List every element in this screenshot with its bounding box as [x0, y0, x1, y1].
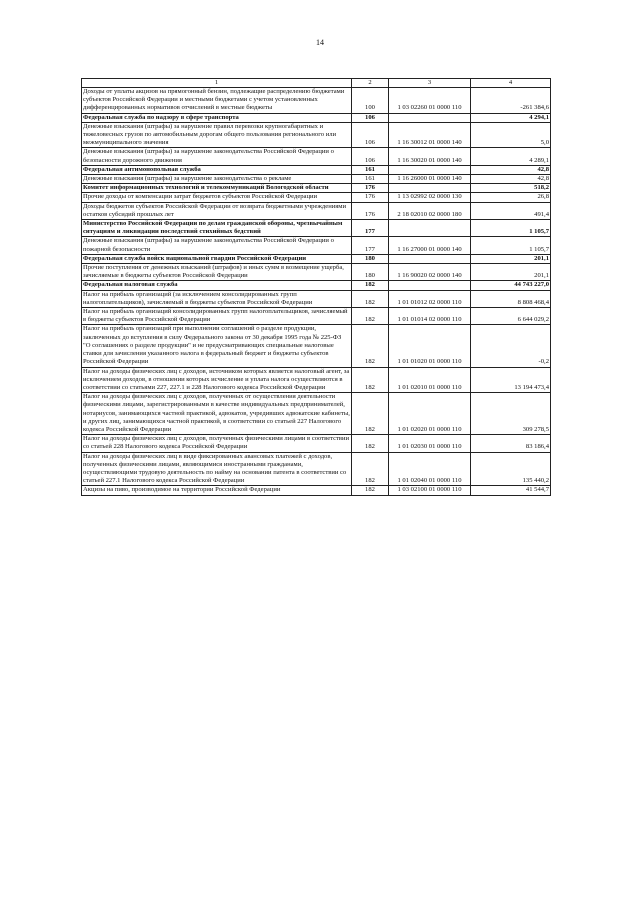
table-row: [82, 175, 551, 184]
row-name-cell: Налог на доходы физических лиц с доходов, источником которых является налоговый агент, за исключением доходов, в отношении которых исчисление и уплата налога осуществляются в соответствии со статьями 227, 227.1 и 228 Налогового кодекса Российской Федерации: [82, 367, 352, 393]
row-admin-code-cell: 182: [352, 290, 389, 307]
row-amount-cell: 8 808 468,4: [471, 290, 551, 307]
header-col-2: 2: [352, 79, 389, 88]
row-name-cell: Денежные взыскания (штрафы) за нарушение законодательства Российской Федерации о безопасности дорожного движения: [82, 148, 352, 165]
row-amount-cell: 201,1: [471, 254, 551, 263]
table-row: [82, 184, 551, 193]
row-classification-code-cell: 1 16 27000 01 0000 140: [389, 237, 471, 254]
row-name-cell: Доходы бюджетов субъектов Российской Федерации от возврата бюджетными учреждениями остатков субсидий прошлых лет: [82, 202, 352, 219]
table-row: [82, 237, 551, 254]
row-name-cell: Денежные взыскания (штрафы) за нарушение правил перевозки крупногабаритных и тяжеловесных грузов по автомобильным дорогам общего пользования регионального или межмуниципального значения: [82, 122, 352, 148]
row-amount-cell: 1 105,7: [471, 237, 551, 254]
row-admin-code-cell: 100: [352, 88, 389, 114]
row-amount-cell: 4 289,1: [471, 148, 551, 165]
row-name-cell: Налог на прибыль организаций при выполнении соглашений о разделе продукции, заключенных до вступления в силу Федерального закона от 30 декабря 1995 года № 225-ФЗ "О соглашениях о разделе продукции" и не предусматривающих специальные налоговые ставки для зачисления указанного налога в федеральный бюджет и бюджеты субъектов Российской Федерации: [82, 325, 352, 367]
row-name-cell: Налог на прибыль организаций (за исключением консолидированных групп налогоплательщиков), зачисляемый в бюджеты субъектов Российской Федерации: [82, 290, 352, 307]
row-amount-cell: 309 278,5: [471, 393, 551, 435]
row-classification-code-cell: 1 16 26000 01 0000 140: [389, 175, 471, 184]
row-classification-code-cell: [389, 113, 471, 122]
table-body: [82, 88, 551, 496]
row-amount-cell: 13 194 473,4: [471, 367, 551, 393]
row-admin-code-cell: 182: [352, 367, 389, 393]
row-name-cell: Федеральная служба по надзору в сфере транспорта: [82, 113, 352, 122]
row-classification-code-cell: [389, 184, 471, 193]
table-row: [82, 435, 551, 452]
row-admin-code-cell: 182: [352, 281, 389, 290]
table-row: [82, 220, 551, 237]
row-name-cell: Налог на доходы физических лиц в виде фиксированных авансовых платежей с доходов, полученных физическими лицами, являющимися иностранными гражданами, осуществляющими трудовую деятельность по найму на основании патента в соответствии со статьей 227.1 Налогового кодекса Российской Федерации: [82, 452, 352, 486]
table-row: [82, 254, 551, 263]
table-row: [82, 165, 551, 174]
row-classification-code-cell: 1 01 01014 02 0000 110: [389, 308, 471, 325]
row-amount-cell: 83 186,4: [471, 435, 551, 452]
table-row: [82, 264, 551, 281]
row-name-cell: Федеральная антимонопольная служба: [82, 165, 352, 174]
row-amount-cell: 42,8: [471, 165, 551, 174]
row-amount-cell: -0,2: [471, 325, 551, 367]
row-classification-code-cell: 1 01 01012 02 0000 110: [389, 290, 471, 307]
row-amount-cell: 1 105,7: [471, 220, 551, 237]
row-amount-cell: 42,8: [471, 175, 551, 184]
row-amount-cell: 41 544,7: [471, 486, 551, 495]
table-row: [82, 367, 551, 393]
table-row: [82, 193, 551, 202]
row-amount-cell: 4 294,1: [471, 113, 551, 122]
table-row: [82, 393, 551, 435]
row-classification-code-cell: 1 16 30012 01 0000 140: [389, 122, 471, 148]
row-admin-code-cell: 180: [352, 264, 389, 281]
row-name-cell: Прочие доходы от компенсации затрат бюджетов субъектов Российской Федерации: [82, 193, 352, 202]
row-admin-code-cell: 182: [352, 486, 389, 495]
row-admin-code-cell: 176: [352, 184, 389, 193]
table-row: [82, 148, 551, 165]
table-row: [82, 290, 551, 307]
row-admin-code-cell: 182: [352, 325, 389, 367]
row-admin-code-cell: 180: [352, 254, 389, 263]
row-admin-code-cell: 106: [352, 148, 389, 165]
row-admin-code-cell: 182: [352, 452, 389, 486]
table-row: [82, 486, 551, 495]
table-row: [82, 308, 551, 325]
header-col-3: 3: [389, 79, 471, 88]
row-admin-code-cell: 161: [352, 165, 389, 174]
row-admin-code-cell: 182: [352, 393, 389, 435]
row-name-cell: Акцизы на пиво, производимое на территории Российской Федерации: [82, 486, 352, 495]
row-classification-code-cell: 1 01 01020 01 0000 110: [389, 325, 471, 367]
row-name-cell: Налог на доходы физических лиц с доходов, полученных от осуществления деятельности физическими лицами, зарегистрированными в качестве индивидуальных предпринимателей, нотариусов, занимающихся частной практикой, адвокатов, учредивших адвокатские кабинеты, и других лиц, занимающихся частной практикой, в соответствии со статьей 227 Налогового кодекса Российской Федерации: [83, 393, 350, 433]
table-row: [82, 88, 551, 114]
row-classification-code-cell: 1 03 02100 01 0000 110: [389, 486, 471, 495]
page-number: 14: [316, 38, 324, 47]
row-name-cell: Налог на прибыль организаций консолидированных групп налогоплательщиков, зачисляемый в бюджеты субъектов Российской Федерации: [82, 308, 352, 325]
revenue-table: [81, 78, 551, 496]
row-classification-code-cell: 1 01 02040 01 0000 110: [389, 452, 471, 486]
table-row: [82, 113, 551, 122]
row-admin-code-cell: 177: [352, 237, 389, 254]
row-amount-cell: 518,2: [471, 184, 551, 193]
row-classification-code-cell: 1 01 02010 01 0000 110: [389, 367, 471, 393]
row-classification-code-cell: 1 01 02030 01 0000 110: [389, 435, 471, 452]
table-row: [82, 325, 551, 367]
row-classification-code-cell: 1 03 02260 01 0000 110: [389, 88, 471, 114]
row-amount-cell: 491,4: [471, 202, 551, 219]
row-name-cell: Комитет информационных технологий и телекоммуникаций Вологодской области: [82, 184, 352, 193]
row-classification-code-cell: [389, 165, 471, 174]
row-name-cell: Денежные взыскания (штрафы) за нарушение законодательства о рекламе: [82, 175, 352, 184]
table-header-row: [82, 79, 551, 88]
row-classification-code-cell: 1 01 02020 01 0000 110: [389, 393, 471, 435]
row-classification-code-cell: 1 13 02992 02 0000 130: [389, 193, 471, 202]
row-classification-code-cell: [389, 220, 471, 237]
row-amount-cell: -261 384,6: [471, 88, 551, 114]
header-col-4: 4: [471, 79, 551, 88]
row-admin-code-cell: 182: [352, 308, 389, 325]
row-amount-cell: 201,1: [471, 264, 551, 281]
row-classification-code-cell: [389, 281, 471, 290]
row-amount-cell: 135 440,2: [471, 452, 551, 486]
row-name-cell: Министерство Российской Федерации по делам гражданской обороны, чрезвычайным ситуациям и ликвидации последствий стихийных бедствий: [82, 220, 352, 237]
row-classification-code-cell: 2 18 02010 02 0000 180: [389, 202, 471, 219]
row-amount-cell: 26,8: [471, 193, 551, 202]
row-admin-code-cell: 106: [352, 113, 389, 122]
row-amount-cell: 5,0: [471, 122, 551, 148]
row-name-cell: Доходы от уплаты акцизов на прямогонный бензин, подлежащие распределению бюджетами субъектов Российской Федерации и местными бюджетами с учетом установленных дифференцированных нормативов отчислений в местные бюджеты: [82, 88, 352, 114]
table-row: [82, 202, 551, 219]
header-col-1: 1: [82, 79, 352, 88]
row-name-cell: Налог на доходы физических лиц с доходов, полученных физическими лицами в соответствии со статьей 228 Налогового кодекса Российской Федерации: [82, 435, 352, 452]
table-row: [82, 122, 551, 148]
row-classification-code-cell: 1 16 30020 01 0000 140: [389, 148, 471, 165]
row-name-cell: Прочие поступления от денежных взысканий (штрафов) и иных сумм в возмещение ущерба, зачисляемые в бюджеты субъектов Российской Федерации: [82, 264, 352, 281]
row-name-cell: Федеральная налоговая служба: [82, 281, 352, 290]
row-classification-code-cell: [389, 254, 471, 263]
row-admin-code-cell: 182: [352, 435, 389, 452]
row-admin-code-cell: 177: [352, 220, 389, 237]
row-admin-code-cell: 176: [352, 202, 389, 219]
row-admin-code-cell: 176: [352, 193, 389, 202]
row-amount-cell: 44 743 227,0: [471, 281, 551, 290]
row-amount-cell: 6 644 029,2: [471, 308, 551, 325]
row-admin-code-cell: 106: [352, 122, 389, 148]
table-row: [82, 281, 551, 290]
row-name-cell: Денежные взыскания (штрафы) за нарушение законодательства Российской Федерации о пожарной безопасности: [82, 237, 352, 254]
row-classification-code-cell: 1 16 90020 02 0000 140: [389, 264, 471, 281]
row-name-cell: Федеральная служба войск национальной гвардии Российской Федерации: [82, 254, 352, 263]
row-admin-code-cell: 161: [352, 175, 389, 184]
table-row: [82, 452, 551, 486]
